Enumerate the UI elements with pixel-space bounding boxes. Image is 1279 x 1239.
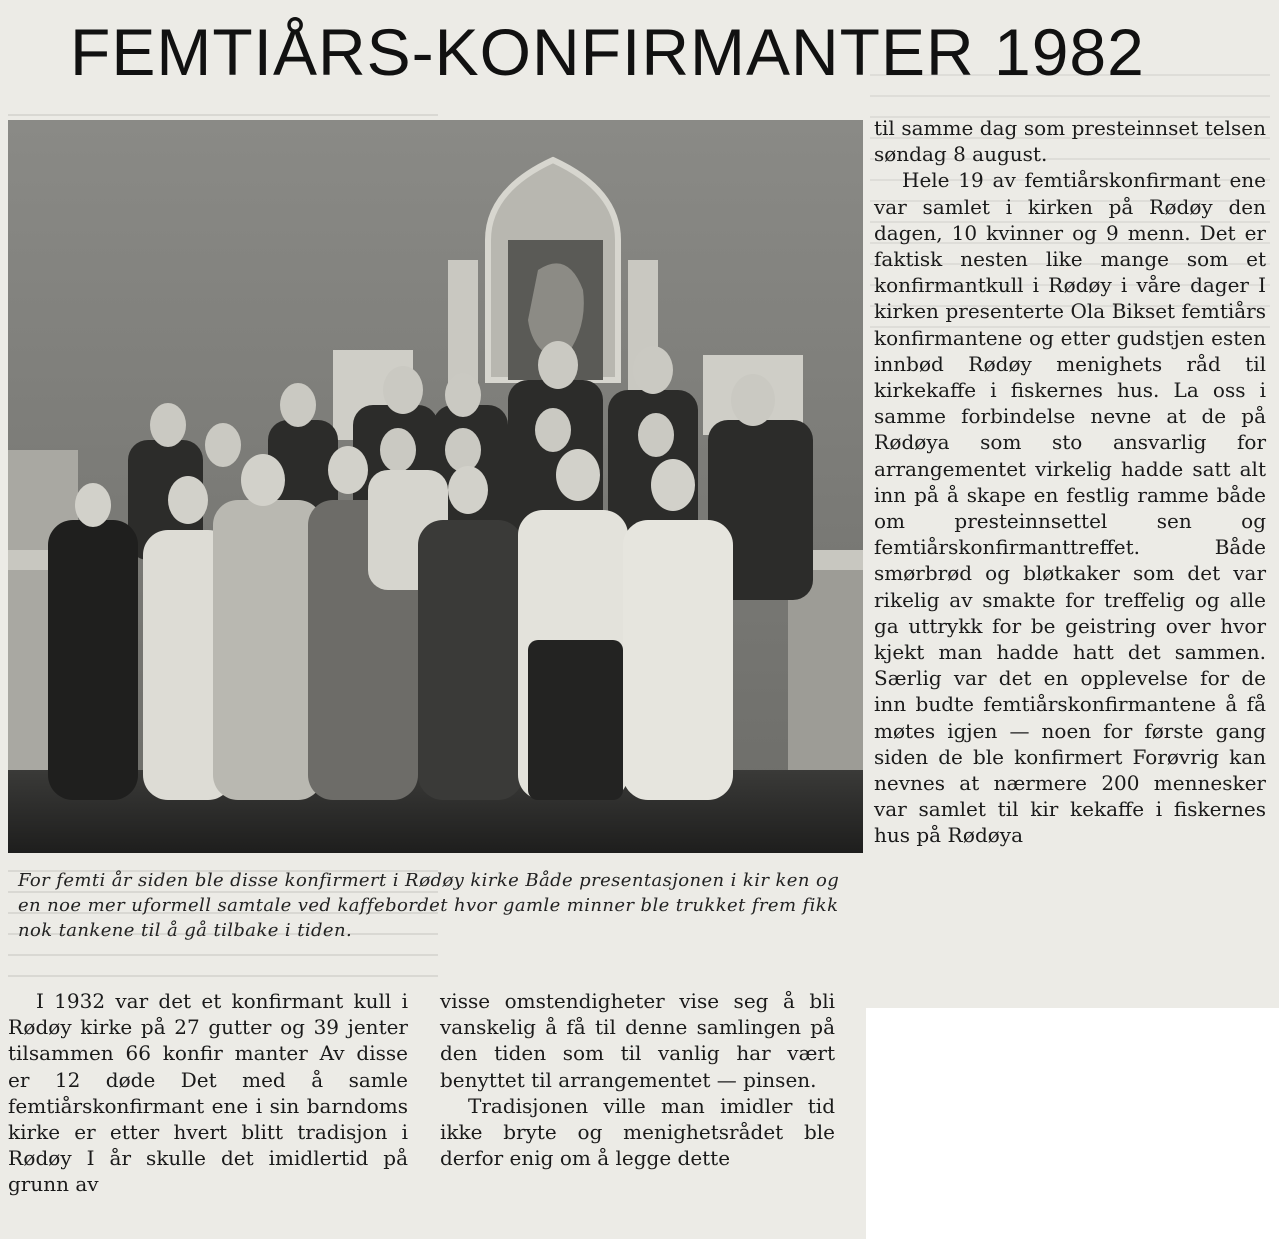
article-column-left — [8, 988, 408, 1198]
blank-corner — [866, 1008, 1279, 1239]
article-column-middle — [440, 988, 835, 1171]
group-photo — [8, 120, 863, 853]
paragraph: Tradisjonen ville man imidler tid ikke bryte og menighetsrådet ble derfor enig om å legge dette — [440, 1093, 835, 1171]
paragraph: til samme dag som presteinnset telsen søndag 8 august. — [874, 116, 1266, 167]
article-column-right — [874, 115, 1266, 849]
group-photo-image — [8, 120, 863, 853]
paragraph: visse omstendigheter vise seg å bli vanskelig å få til denne samlingen på den tiden som til vanlig har vært benyttet til arrangementet — pinsen. — [440, 989, 835, 1092]
paragraph: I 1932 var det et konfirmant kull i Rødøy kirke på 27 gutter og 39 jenter tilsammen 66 konfir manter Av disse er 12 døde Det med å samle femtiårskonfirmant ene i sin barndoms kirke er etter hvert blitt tradisjon i Rødøy I år skulle det imidlertid på grunn av — [8, 989, 408, 1197]
paragraph: Hele 19 av femtiårskonfirmant ene var samlet i kirken på Rødøy den dagen, 10 kvinner og 9 menn. Det er faktisk nesten like mange som et konfirmantkull i Rødøy i våre dager I kirken presenterte Ola Bikset femtiårs konfirmantene og etter gudstjen esten innbød Rødøy menighets råd til kirkekaffe i fiskernes hus. La oss i samme forbindelse nevne at de på Rødøya som sto ansvarlig for arrangementet virkelig hadde satt alt inn på å skape en festlig ramme både om presteinnsettel sen og femtiårskonfirmanttreffet. Både smørbrød og bløtkaker som det var rikelig av smakte for treffelig og alle ga uttrykk for be geistring over hvor kjekt man hadde hatt det sammen. Særlig var det en opplevelse for de inn budte femtiårskonfirmantene å få møtes igjen — noen for første gang siden de ble konfirmert Forøvrig kan nevnes at nærmere 200 mennesker var samlet til kir kekaffe i fiskernes hus på Rødøya — [874, 168, 1266, 848]
article-headline: FEMTIÅRS-KONFIRMANTER 1982 — [70, 15, 1145, 89]
photo-caption: For femti år siden ble disse konfirmert i Rødøy kirke Både presentasjonen i kir ken og en noe mer uformell samtale ved kaffebordet hvor gamle minner ble trukket frem fikk nok tankene til å gå tilbake i tiden. — [18, 870, 840, 941]
